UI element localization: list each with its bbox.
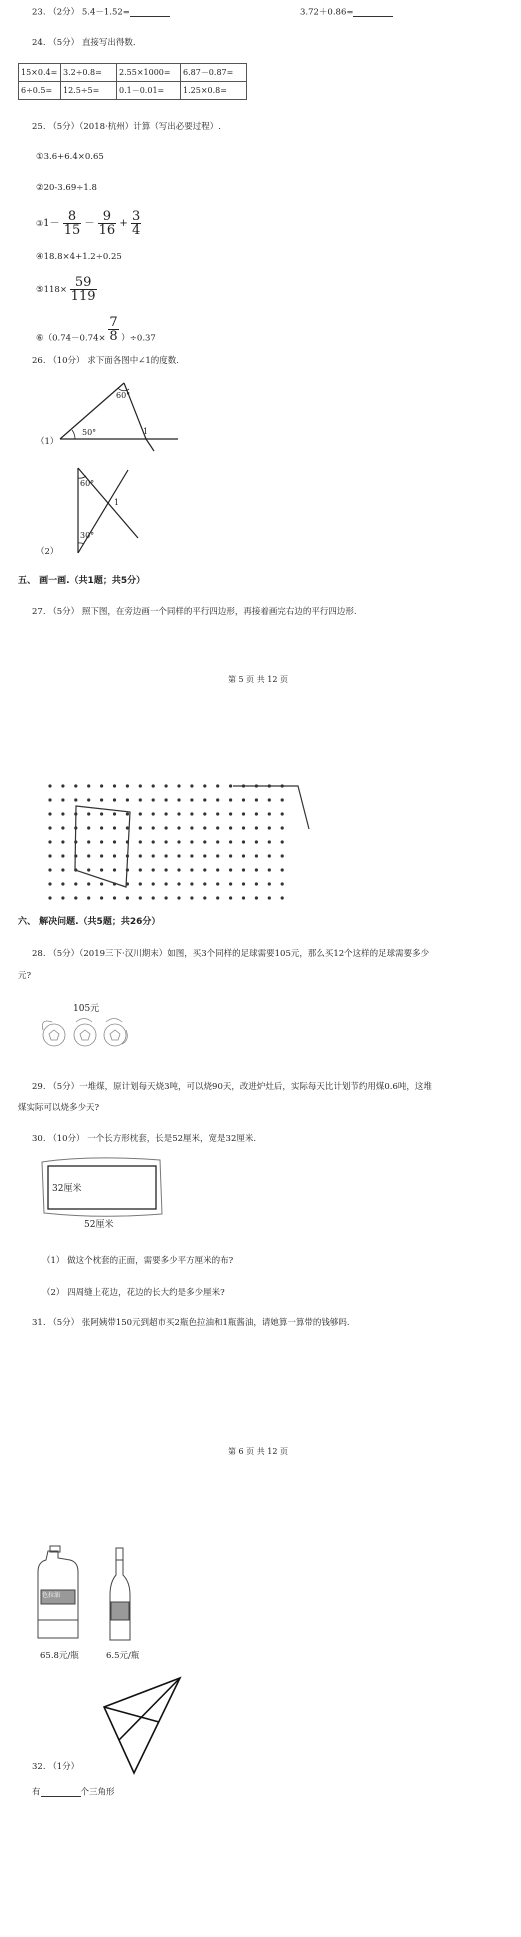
q25-title: 25. （5分）（2018·杭州）计算（写出必要过程）. [32, 122, 221, 132]
page-footer: 第 5 页 共 12 页 [228, 675, 288, 684]
fraction: $\frac{3}{4}$ [131, 209, 141, 238]
q24-title: 24. （5分） 直接写出得数. [32, 38, 136, 48]
q28-line2: 元? [18, 971, 32, 981]
angle-label: 30° [80, 531, 95, 540]
oil-label: 色拉油 [42, 1592, 61, 1599]
q32-answer-line: 有 个三角形 [32, 1787, 115, 1798]
q25-part2: ②20-3.69÷1.8 [36, 183, 97, 193]
q31-title: 31. （5分） 张阿姨带150元到超市买2瓶色拉油和1瓶酱油，请她算一算带的钱够吗. [32, 1318, 350, 1328]
q23-left: 23. （2分） 5.4－1.52= [32, 8, 170, 17]
table-cell: 0.1－0.01= [117, 82, 181, 100]
q30-sub2: （2） 四周缝上花边，花边的长大约是多少厘米? [42, 1288, 225, 1298]
table-cell: 15×0.4= [19, 64, 61, 82]
fraction: $\frac{7}{8}$ [109, 315, 118, 344]
angle-1-label: 1 [143, 427, 149, 436]
q23-right: 3.72＋0.86= [300, 8, 393, 17]
angle-label: 60° [80, 479, 95, 488]
q28-line1: 28. （5分）（2019三下·汉川期末）如图，买3个同样的足球需要105元，那么买12个这样的足球需要多少 [32, 949, 430, 959]
q25-part1: ①3.6+6.4×0.65 [36, 152, 104, 162]
fig2-label: （2） [36, 547, 59, 557]
fraction: $\frac{9}{16}$ [98, 209, 116, 238]
fraction: $\frac{8}{15}$ [63, 209, 81, 238]
q25-part3: ③1－ $\frac{8}{15}$ － $\frac{9}{16}$ + $\frac{3}{4}$ [36, 209, 141, 238]
price-label: 105元 [73, 1004, 100, 1014]
q29-line2: 煤实际可以烧多少天? [18, 1103, 100, 1113]
q29-line1: 29. （5分）一堆煤，原计划每天烧3吨，可以烧90天，改进炉灶后，实际每天比计划节约用煤0.6吨，这堆 [32, 1082, 432, 1092]
soy-price: 6.5元/瓶 [106, 1651, 140, 1661]
table-cell: 12.5÷5= [61, 82, 117, 100]
angle-1-label: 1 [114, 498, 120, 507]
fraction: $\frac{59}{119}$ [70, 275, 96, 304]
q26-title: 26. （10分） 求下面各图中∠1的度数. [32, 356, 179, 366]
angle-label: 50° [82, 428, 97, 437]
oil-price: 65.8元/瓶 [40, 1651, 79, 1661]
section-5-heading: 五、 画一画.（共1题；共5分） [18, 576, 146, 586]
table-cell: 2.55×1000= [117, 64, 181, 82]
table-cell: 6.87－0.87= [181, 64, 247, 82]
q25-part4: ④18.8×4+1.2÷0.25 [36, 252, 122, 262]
table-cell: 6÷0.5= [19, 82, 61, 100]
table-cell: 3.2÷0.8= [61, 64, 117, 82]
fig1-label: （1） [36, 437, 59, 447]
q27-text: 27. （5分） 照下图，在旁边画一个同样的平行四边形，再接着画完右边的平行四边形. [32, 607, 357, 617]
section-6-heading: 六、 解决问题.（共5题；共26分） [18, 917, 161, 927]
q30-title: 30. （10分） 一个长方形枕套，长是52厘米，宽是32厘米. [32, 1134, 257, 1144]
q25-part5: ⑤118× $\frac{59}{119}$ [36, 275, 96, 304]
angle-label: 60° [116, 391, 131, 400]
length-label: 52厘米 [84, 1220, 114, 1230]
page-footer: 第 6 页 共 12 页 [228, 1447, 288, 1456]
q30-sub1: （1） 做这个枕套的正面，需要多少平方厘米的布? [42, 1256, 234, 1266]
table-cell: 1.25×0.8= [181, 82, 247, 100]
q25-part6: ⑥（0.74－0.74× $\frac{7}{8}$ ）÷0.37 [36, 315, 156, 344]
q32-title: 32. （1分） [32, 1762, 80, 1772]
answer-blank[interactable] [41, 1788, 81, 1797]
width-label: 32厘米 [52, 1184, 82, 1194]
